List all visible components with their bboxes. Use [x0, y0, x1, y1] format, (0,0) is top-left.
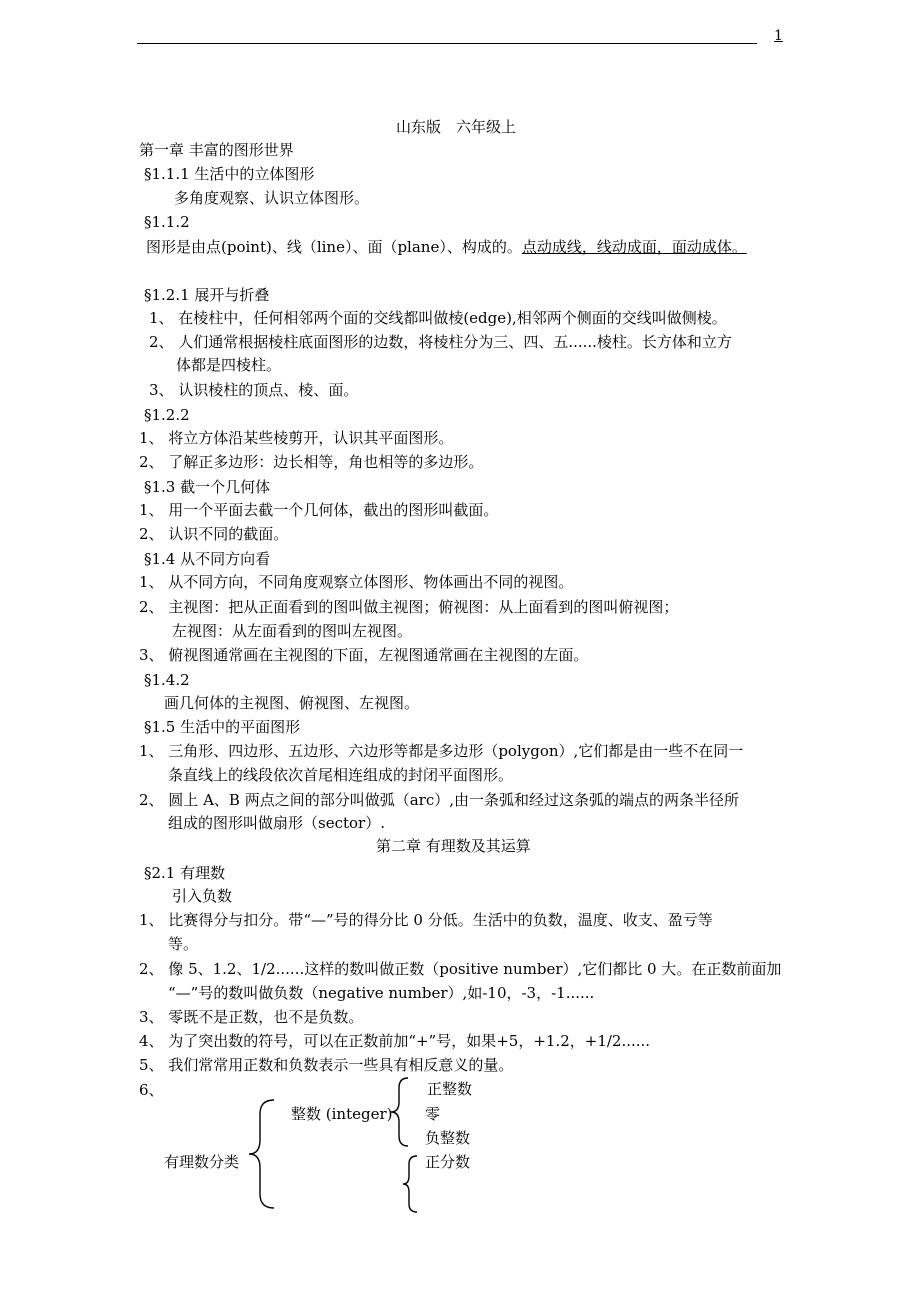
s112-heading: §1.1.2: [144, 213, 190, 231]
s112-text-plain: 图形是由点(point)、线（line）、面（plane）、构成的。: [146, 238, 522, 256]
list-item: 2、 圆上 A、B 两点之间的部分叫做弧（arc）,由一条弧和经过这条弧的端点的两条半径所: [139, 791, 739, 809]
integer-brace: [388, 1076, 412, 1148]
list-item: 1、 三角形、四边形、五边形、六边形等都是多边形（polygon）,它们都是由一些不在同一: [139, 742, 744, 760]
list-item: 3、 认识棱柱的顶点、棱、面。: [149, 381, 359, 399]
list-item-continuation: 左视图：从左面看到的图叫左视图。: [172, 622, 413, 640]
s21-heading: §2.1 有理数: [144, 864, 226, 882]
chapter1-title: 第一章 丰富的图形世界: [139, 141, 294, 159]
list-item: 1、 用一个平面去截一个几何体，截出的图形叫截面。: [139, 501, 499, 519]
s122-heading: §1.2.2: [144, 406, 190, 424]
list-item: 3、 零既不是正数，也不是负数。: [139, 1008, 364, 1026]
list-item: 1、 比赛得分与扣分。带“—”号的得分比 0 分低。生活中的负数，温度、收支、盈亏等: [139, 911, 713, 929]
s14-heading: §1.4 从不同方向看: [144, 550, 271, 568]
s142-text: 画几何体的主视图、俯视图、左视图。: [164, 694, 420, 712]
list-item-continuation: 条直线上的线段依次首尾相连组成的封闭平面图形。: [168, 766, 514, 784]
s121-heading: §1.2.1 展开与折叠: [144, 286, 270, 304]
s21-intro: 引入负数: [172, 887, 233, 905]
s13-heading: §1.3 截一个几何体: [144, 478, 271, 496]
s111-heading: §1.1.1 生活中的立体图形: [144, 165, 315, 183]
outer-brace: [246, 1098, 278, 1210]
s111-text: 多角度观察、认识立体图形。: [174, 189, 370, 207]
list-item: 5、 我们常常用正数和负数表示一些具有相反意义的量。: [139, 1056, 514, 1074]
s112-text-underlined: 点动成线，线动成面，面动成体。: [521, 238, 747, 256]
list-item-continuation: 体都是四棱柱。: [176, 356, 282, 374]
page-number: 1: [774, 28, 783, 44]
list-item: 1、 从不同方向，不同角度观察立体图形、物体画出不同的视图。: [139, 573, 574, 591]
s15-heading: §1.5 生活中的平面图形: [144, 718, 301, 736]
classification-root: 有理数分类: [164, 1153, 240, 1171]
list-item: 2、 认识不同的截面。: [139, 525, 289, 543]
s142-heading: §1.4.2: [144, 671, 190, 689]
list-item: 1、 在棱柱中，任何相邻两个面的交线都叫做棱(edge),相邻两个侧面的交线叫做侧棱。: [149, 309, 727, 327]
list-item-continuation: “—”号的数叫做负数（negative number）,如-10，-3，-1......: [168, 984, 595, 1002]
list-item: 2、 主视图：把从正面看到的图叫做主视图；俯视图：从上面看到的图叫俯视图；: [139, 598, 679, 616]
fraction-child-positive: 正分数: [425, 1153, 471, 1171]
list-item: 6、: [139, 1081, 164, 1099]
list-item: 2、 了解正多边形：边长相等，角也相等的多边形。: [139, 453, 484, 471]
list-item: 1、 将立方体沿某些棱剪开，认识其平面图形。: [139, 429, 454, 447]
document-title: 山东版 六年级上: [396, 118, 517, 136]
integer-label: 整数 (integer): [291, 1105, 393, 1123]
integer-child-negative: 负整数: [425, 1129, 471, 1147]
list-item: 2、 像 5、1.2、1/2......这样的数叫做正数（positive number）,它们都比 0 大。在正数前面加: [139, 960, 782, 978]
header-rule: [137, 43, 757, 44]
integer-child-positive: 正整数: [427, 1080, 473, 1098]
list-item-continuation: 等。: [168, 935, 199, 953]
list-item-continuation: 组成的图形叫做扇形（sector）.: [168, 814, 385, 832]
integer-child-zero: 零: [425, 1105, 441, 1123]
list-item: 2、 人们通常根据棱柱底面图形的边数，将棱柱分为三、四、五......棱柱。长方体和立方: [149, 333, 732, 351]
list-item: 3、 俯视图通常画在主视图的下面，左视图通常画在主视图的左面。: [139, 646, 589, 664]
chapter2-title: 第二章 有理数及其运算: [376, 837, 531, 855]
list-item: 4、 为了突出数的符号，可以在正数前加“+”号，如果+5，+1.2，+1/2......: [139, 1032, 651, 1050]
fraction-brace: [400, 1154, 420, 1214]
s112-text: [146, 237, 747, 257]
